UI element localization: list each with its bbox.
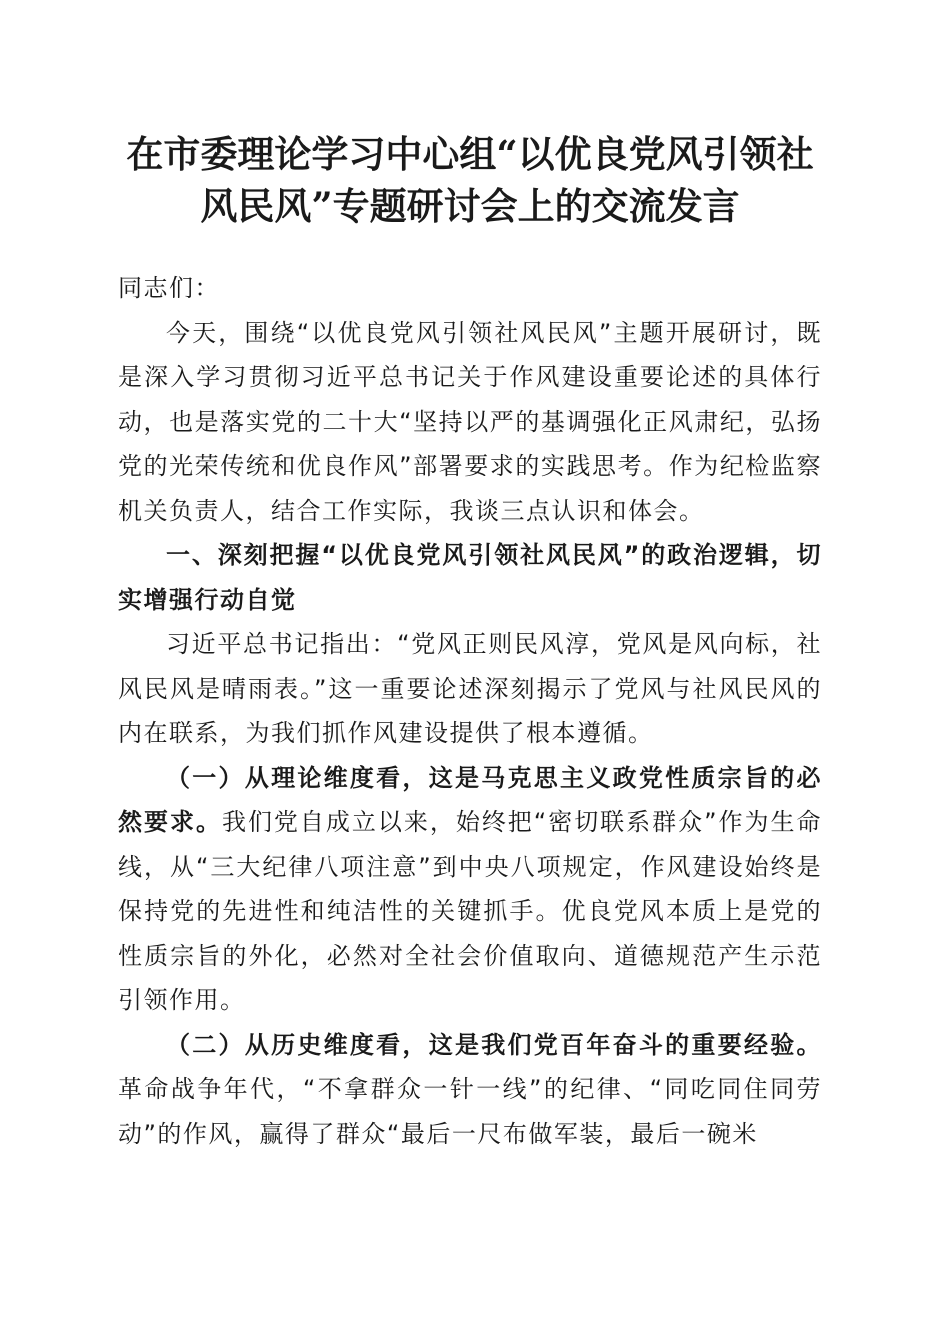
document-page (118, 128, 822, 1156)
point-2-heading: （二）从历史维度看，这是我们党百年奋斗的重要经验。 (166, 1030, 822, 1059)
point-2-paragraph (118, 1023, 822, 1157)
point-2-body: 革命战争年代，“不拿群众一针一线”的纪律、“同吃同住同劳动”的作风，赢得了群众“最后一尺布做军装，最后一碗米 (118, 1075, 822, 1148)
section-1-intro-paragraph: 习近平总书记指出：“党风正则民风淳，党风是风向标，社风民风是晴雨表。”这一重要论述深刻揭示了党风与社风民风的内在联系，为我们抓作风建设提供了根本遵循。 (118, 630, 822, 747)
document-title: 在市委理论学习中心组“以优良党风引领社风民风”专题研讨会上的交流发言 (126, 132, 814, 228)
document-body (118, 266, 822, 1156)
salutation: 同志们： (118, 274, 220, 302)
point-1-paragraph (118, 756, 822, 1023)
point-1-body: 我们党自成立以来，始终把“密切联系群众”作为生命线，从“三大纪律八项注意”到中央八项规定，作风建设始终是保持党的先进性和纯洁性的关键抓手。优良党风本质上是党的性质宗旨的外化，必然对全社会价值取向、道德规范产生示范引领作用。 (118, 808, 822, 1014)
point-1-heading: （一）从理论维度看，这是马克思主义政党性质宗旨的必然要求。 (118, 763, 822, 836)
intro-paragraph: 今天，围绕“以优良党风引领社风民风”主题开展研讨，既是深入学习贯彻习近平总书记关于作风建设重要论述的具体行动，也是落实党的二十大“坚持以严的基调强化正风肃纪，弘扬党的光荣传统和优良作风”部署要求的实践思考。作为纪检监察机关负责人，结合工作实际，我谈三点认识和体会。 (118, 318, 822, 525)
section-1-heading: 一、深刻把握“以优良党风引领社风民风”的政治逻辑，切实增强行动自觉 (118, 541, 822, 614)
